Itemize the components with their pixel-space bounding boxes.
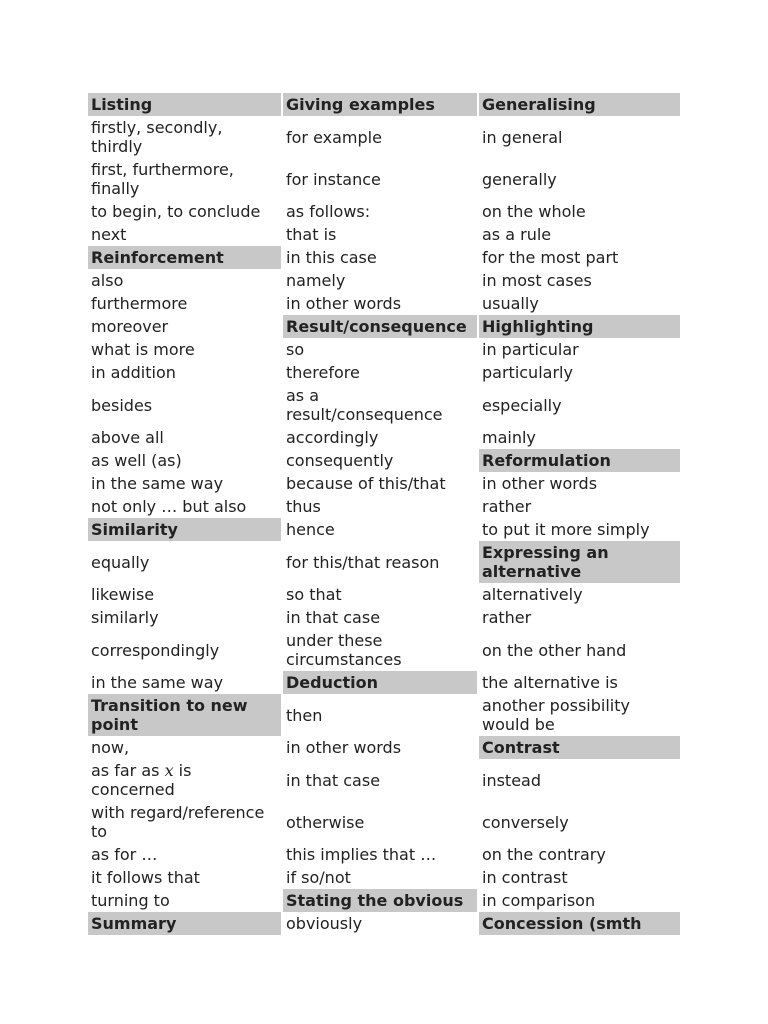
table-row — [88, 843, 680, 866]
phrase-cell: in general — [479, 116, 680, 158]
phrase-cell: obviously — [283, 912, 479, 935]
table-row — [88, 426, 680, 449]
phrase-cell: besides — [88, 384, 283, 426]
phrase-cell: firstly, secondly, thirdly — [88, 116, 283, 158]
phrase-cell: instead — [479, 759, 680, 801]
category-heading: Deduction — [283, 671, 479, 694]
category-heading: Reformulation — [479, 449, 680, 472]
phrase-cell: as follows: — [283, 200, 479, 223]
phrase-cell: in the same way — [88, 671, 283, 694]
phrase-cell: that is — [283, 223, 479, 246]
phrase-cell: moreover — [88, 315, 283, 338]
category-heading: Highlighting — [479, 315, 680, 338]
category-heading: Summary — [88, 912, 283, 935]
table-row — [88, 384, 680, 426]
variable-x: x — [164, 761, 174, 780]
table-row — [88, 583, 680, 606]
phrase-cell: also — [88, 269, 283, 292]
phrase-cell: as a rule — [479, 223, 680, 246]
phrase-cell: in contrast — [479, 866, 680, 889]
table-row — [88, 472, 680, 495]
phrase-cell: under these circumstances — [283, 629, 479, 671]
phrase-cell: particularly — [479, 361, 680, 384]
phrase-text-after: is concerned — [91, 761, 192, 799]
table-row — [88, 116, 680, 158]
phrase-cell: on the whole — [479, 200, 680, 223]
phrase-cell: for example — [283, 116, 479, 158]
phrase-cell: conversely — [479, 801, 680, 843]
table-row — [88, 361, 680, 384]
phrase-cell: in other words — [479, 472, 680, 495]
linking-words-table — [88, 93, 680, 935]
table-row — [88, 889, 680, 912]
phrase-cell: in most cases — [479, 269, 680, 292]
table-row — [88, 315, 680, 338]
phrase-cell: as a result/consequence — [283, 384, 479, 426]
phrase-cell: therefore — [283, 361, 479, 384]
phrase-cell: to put it more simply — [479, 518, 680, 541]
phrase-cell: for the most part — [479, 246, 680, 269]
category-heading: Contrast — [479, 736, 680, 759]
category-heading: Reinforcement — [88, 246, 283, 269]
phrase-cell: similarly — [88, 606, 283, 629]
phrase-cell: so — [283, 338, 479, 361]
phrase-cell: in that case — [283, 759, 479, 801]
table-row — [88, 801, 680, 843]
phrase-cell: the alternative is — [479, 671, 680, 694]
table-body — [88, 93, 680, 935]
category-heading: Result/consequence — [283, 315, 479, 338]
phrase-cell: likewise — [88, 583, 283, 606]
phrase-cell: first, furthermore, finally — [88, 158, 283, 200]
phrase-cell: generally — [479, 158, 680, 200]
phrase-cell: in the same way — [88, 472, 283, 495]
phrase-cell: rather — [479, 606, 680, 629]
phrase-cell: in addition — [88, 361, 283, 384]
phrase-cell: otherwise — [283, 801, 479, 843]
phrase-cell: namely — [283, 269, 479, 292]
phrase-cell: especially — [479, 384, 680, 426]
phrase-cell: correspondingly — [88, 629, 283, 671]
table-row — [88, 449, 680, 472]
phrase-cell: hence — [283, 518, 479, 541]
phrase-cell: furthermore — [88, 292, 283, 315]
phrase-cell: so that — [283, 583, 479, 606]
category-heading: Concession (smth — [479, 912, 680, 935]
phrase-cell: another possibility would be — [479, 694, 680, 736]
table-row — [88, 246, 680, 269]
table-row — [88, 912, 680, 935]
phrase-cell: accordingly — [283, 426, 479, 449]
phrase-cell: with regard/reference to — [88, 801, 283, 843]
phrase-cell: for this/that reason — [283, 541, 479, 583]
phrase-cell: then — [283, 694, 479, 736]
table-row — [88, 338, 680, 361]
table-row — [88, 866, 680, 889]
category-heading: Expressing an alternative — [479, 541, 680, 583]
table-row — [88, 736, 680, 759]
phrase-cell: on the contrary — [479, 843, 680, 866]
phrase-cell: equally — [88, 541, 283, 583]
phrase-cell: to begin, to conclude — [88, 200, 283, 223]
category-heading: Similarity — [88, 518, 283, 541]
table-row — [88, 671, 680, 694]
phrase-cell: in comparison — [479, 889, 680, 912]
phrase-cell: in other words — [283, 292, 479, 315]
table-row — [88, 541, 680, 583]
category-heading: Transition to new point — [88, 694, 283, 736]
phrase-cell: this implies that … — [283, 843, 479, 866]
phrase-cell: for instance — [283, 158, 479, 200]
table-row — [88, 606, 680, 629]
phrase-text: as far as — [91, 761, 160, 780]
category-heading: Listing — [88, 93, 283, 116]
table-row — [88, 694, 680, 736]
phrase-cell: in other words — [283, 736, 479, 759]
phrase-cell: as well (as) — [88, 449, 283, 472]
phrase-cell: now, — [88, 736, 283, 759]
phrase-cell: in particular — [479, 338, 680, 361]
phrase-cell: mainly — [479, 426, 680, 449]
table-row — [88, 629, 680, 671]
table-row — [88, 223, 680, 246]
phrase-cell: usually — [479, 292, 680, 315]
phrase-cell: alternatively — [479, 583, 680, 606]
table-row — [88, 495, 680, 518]
phrase-cell — [88, 759, 283, 801]
phrase-cell: what is more — [88, 338, 283, 361]
category-heading: Giving examples — [283, 93, 479, 116]
table-row — [88, 93, 680, 116]
table-row — [88, 158, 680, 200]
phrase-cell: in this case — [283, 246, 479, 269]
table-row — [88, 518, 680, 541]
phrase-cell: it follows that — [88, 866, 283, 889]
table-row — [88, 200, 680, 223]
phrase-cell: above all — [88, 426, 283, 449]
phrase-cell: turning to — [88, 889, 283, 912]
phrase-cell: next — [88, 223, 283, 246]
category-heading: Generalising — [479, 93, 680, 116]
table-row — [88, 759, 680, 801]
table-row — [88, 269, 680, 292]
phrase-cell: as for … — [88, 843, 283, 866]
phrase-cell: consequently — [283, 449, 479, 472]
phrase-cell: not only … but also — [88, 495, 283, 518]
table-row — [88, 292, 680, 315]
phrase-cell: if so/not — [283, 866, 479, 889]
phrase-cell: on the other hand — [479, 629, 680, 671]
category-heading: Stating the obvious — [283, 889, 479, 912]
phrase-cell: rather — [479, 495, 680, 518]
phrase-cell: thus — [283, 495, 479, 518]
phrase-cell: in that case — [283, 606, 479, 629]
phrase-cell: because of this/that — [283, 472, 479, 495]
